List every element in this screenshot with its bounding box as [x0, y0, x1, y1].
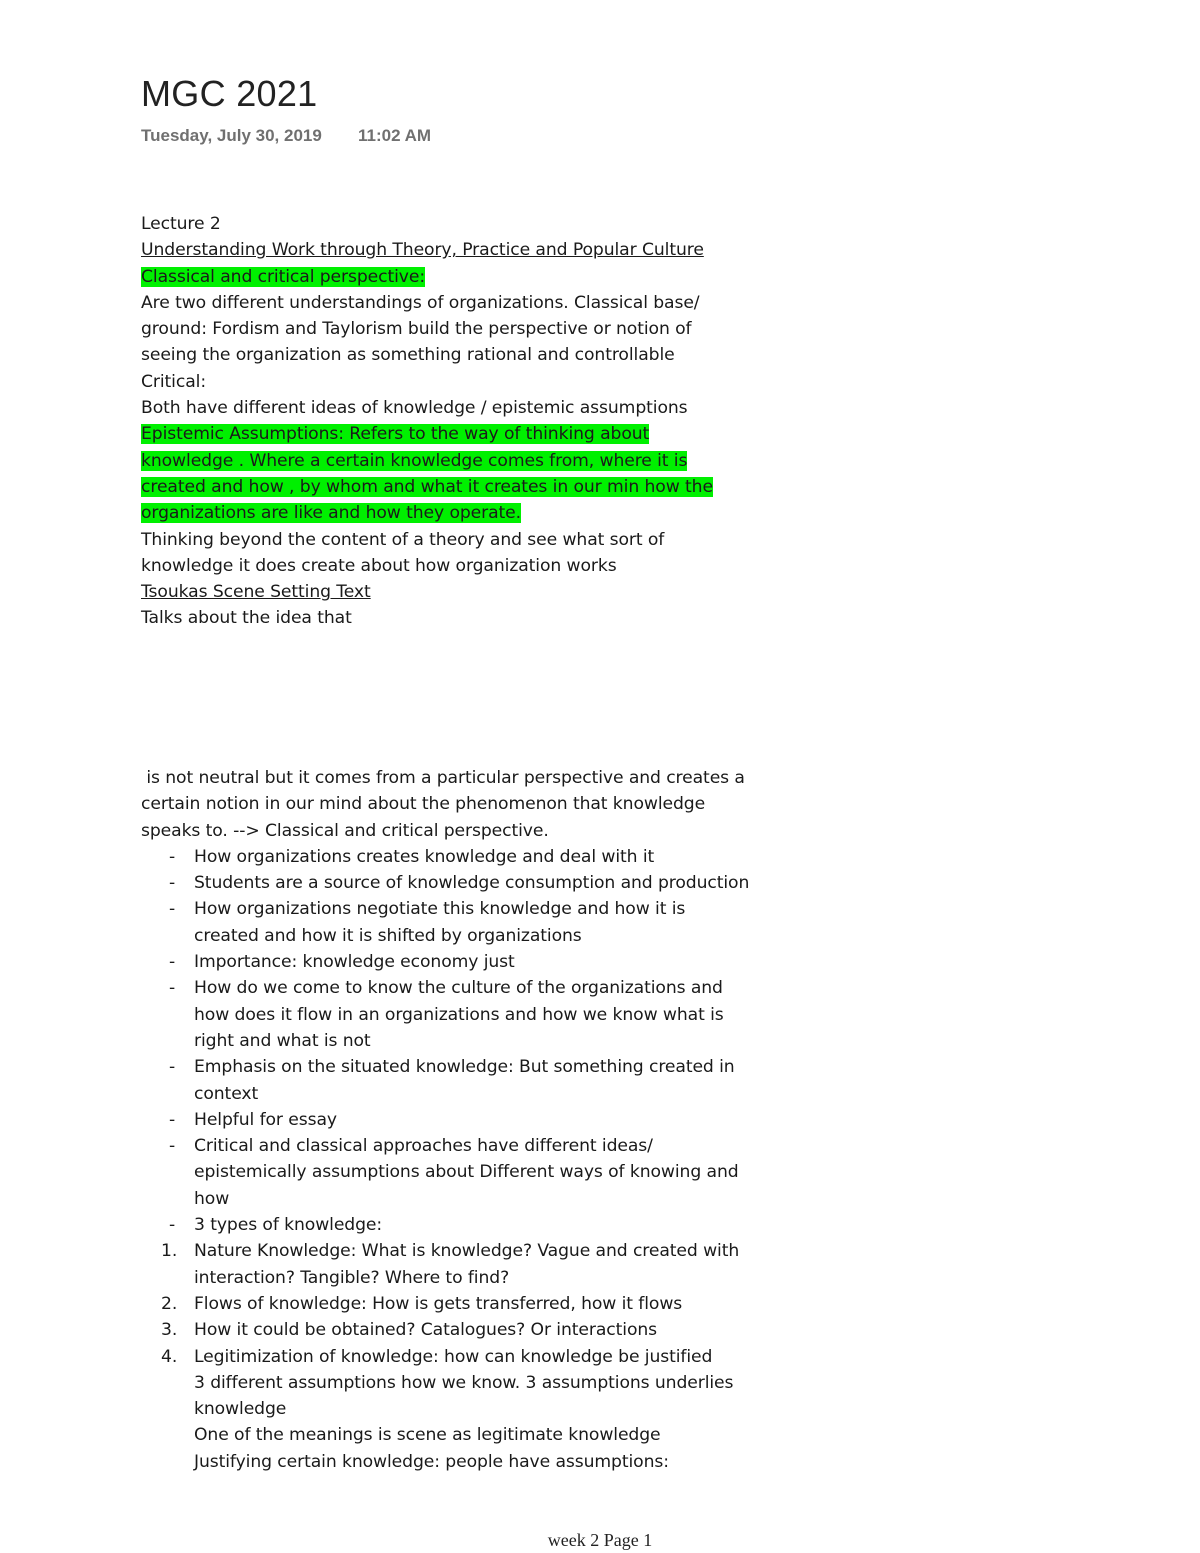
note-date: Tuesday, July 30, 2019 — [141, 126, 322, 145]
note-time: 11:02 AM — [358, 126, 432, 145]
bullet-marker: - — [169, 1215, 176, 1236]
paragraph-line: knowledge it does create about how organization works — [141, 555, 617, 576]
numbered-item: 4. Legitimization of knowledge: how can knowledge be justified — [141, 1344, 781, 1370]
lecture-label: Lecture 2 — [141, 214, 221, 234]
paragraph-line: Thinking beyond the content of a theory and see what sort of — [141, 529, 665, 550]
bullet-marker: - — [169, 846, 176, 867]
numbered-item: 3. How it could be obtained? Catalogues? Or interactions — [141, 1317, 781, 1343]
bullet-marker: - — [169, 1109, 176, 1130]
list-item: - How organizations negotiate this knowledge and how it is — [141, 896, 781, 922]
paragraph-line: is not neutral but it comes from a particular perspective and creates a — [141, 768, 745, 788]
paragraph-line: seeing the organization as something rational and controllable — [141, 345, 675, 366]
item-number: 1. — [161, 1241, 178, 1262]
numbered-item: 2. Flows of knowledge: How is gets transferred, how it flows — [141, 1291, 781, 1317]
list-item: - Critical and classical approaches have different ideas/ — [141, 1133, 781, 1159]
list-item: - How do we come to know the culture of the organizations and — [141, 975, 781, 1001]
indented-line: One of the meanings is scene as legitimate knowledge — [194, 1425, 661, 1446]
lecture-heading: Understanding Work through Theory, Practice and Popular Culture — [141, 240, 704, 261]
list-item: - 3 types of knowledge: — [141, 1212, 781, 1238]
item-number: 2. — [161, 1293, 178, 1314]
numbered-item-continuation: interaction? Tangible? Where to find? — [194, 1267, 510, 1288]
bullet-marker: - — [169, 952, 176, 973]
paragraph-line: Are two different understandings of organizations. Classical base/ — [141, 292, 700, 313]
item-number: 4. — [161, 1346, 178, 1367]
bullet-marker: - — [169, 1136, 176, 1157]
highlighted-line: Epistemic Assumptions: Refers to the way of thinking about — [141, 424, 650, 445]
paragraph-line: speaks to. --> Classical and critical perspective. — [141, 820, 549, 841]
highlighted-heading: Classical and critical perspective: — [141, 266, 426, 287]
list-item: - How organizations creates knowledge and deal with it — [141, 844, 781, 870]
subheading: Tsoukas Scene Setting Text — [141, 582, 371, 603]
highlighted-line: created and how , by whom and what it creates in our min how the — [141, 476, 713, 497]
page-title: MGC 2021 — [141, 73, 318, 114]
paragraph-line: ground: Fordism and Taylorism build the perspective or notion of — [141, 319, 692, 340]
highlighted-line: knowledge . Where a certain knowledge comes from, where it is — [141, 450, 688, 471]
list-item: - Students are a source of knowledge consumption and production — [141, 870, 781, 896]
indented-line: Justifying certain knowledge: people have assumptions: — [194, 1451, 669, 1472]
item-number: 3. — [161, 1320, 178, 1341]
paragraph-line: Critical: — [141, 371, 207, 392]
note-section-1 — [141, 211, 781, 632]
list-item-continuation: created and how it is shifted by organizations — [194, 925, 582, 946]
numbered-item: 1. Nature Knowledge: What is knowledge? Vague and created with — [141, 1238, 781, 1264]
paragraph-line: certain notion in our mind about the phenomenon that knowledge — [141, 794, 706, 815]
list-item-continuation: how does it flow in an organizations and how we know what is — [194, 1004, 724, 1025]
indented-line: knowledge — [194, 1399, 287, 1420]
bullet-marker: - — [169, 1057, 176, 1078]
bullet-marker: - — [169, 899, 176, 920]
paragraph-line: Talks about the idea that — [141, 608, 352, 629]
paragraph-line: Both have different ideas of knowledge / epistemic assumptions — [141, 398, 688, 419]
list-item: - Helpful for essay — [141, 1107, 781, 1133]
list-item-continuation: context — [194, 1083, 259, 1104]
bullet-marker: - — [169, 978, 176, 999]
list-item: - Importance: knowledge economy just — [141, 949, 781, 975]
indented-line: 3 different assumptions how we know. 3 assumptions underlies — [194, 1372, 734, 1393]
note-section-2 — [141, 765, 781, 1475]
list-item-continuation: epistemically assumptions about Different ways of knowing and — [194, 1162, 739, 1183]
bullet-marker: - — [169, 873, 176, 894]
list-item-continuation: how — [194, 1188, 230, 1209]
list-item: - Emphasis on the situated knowledge: But something created in — [141, 1054, 781, 1080]
highlighted-line: organizations are like and how they operate. — [141, 503, 522, 524]
page-footer: week 2 Page 1 — [547, 1530, 653, 1550]
list-item-continuation: right and what is not — [194, 1030, 371, 1051]
